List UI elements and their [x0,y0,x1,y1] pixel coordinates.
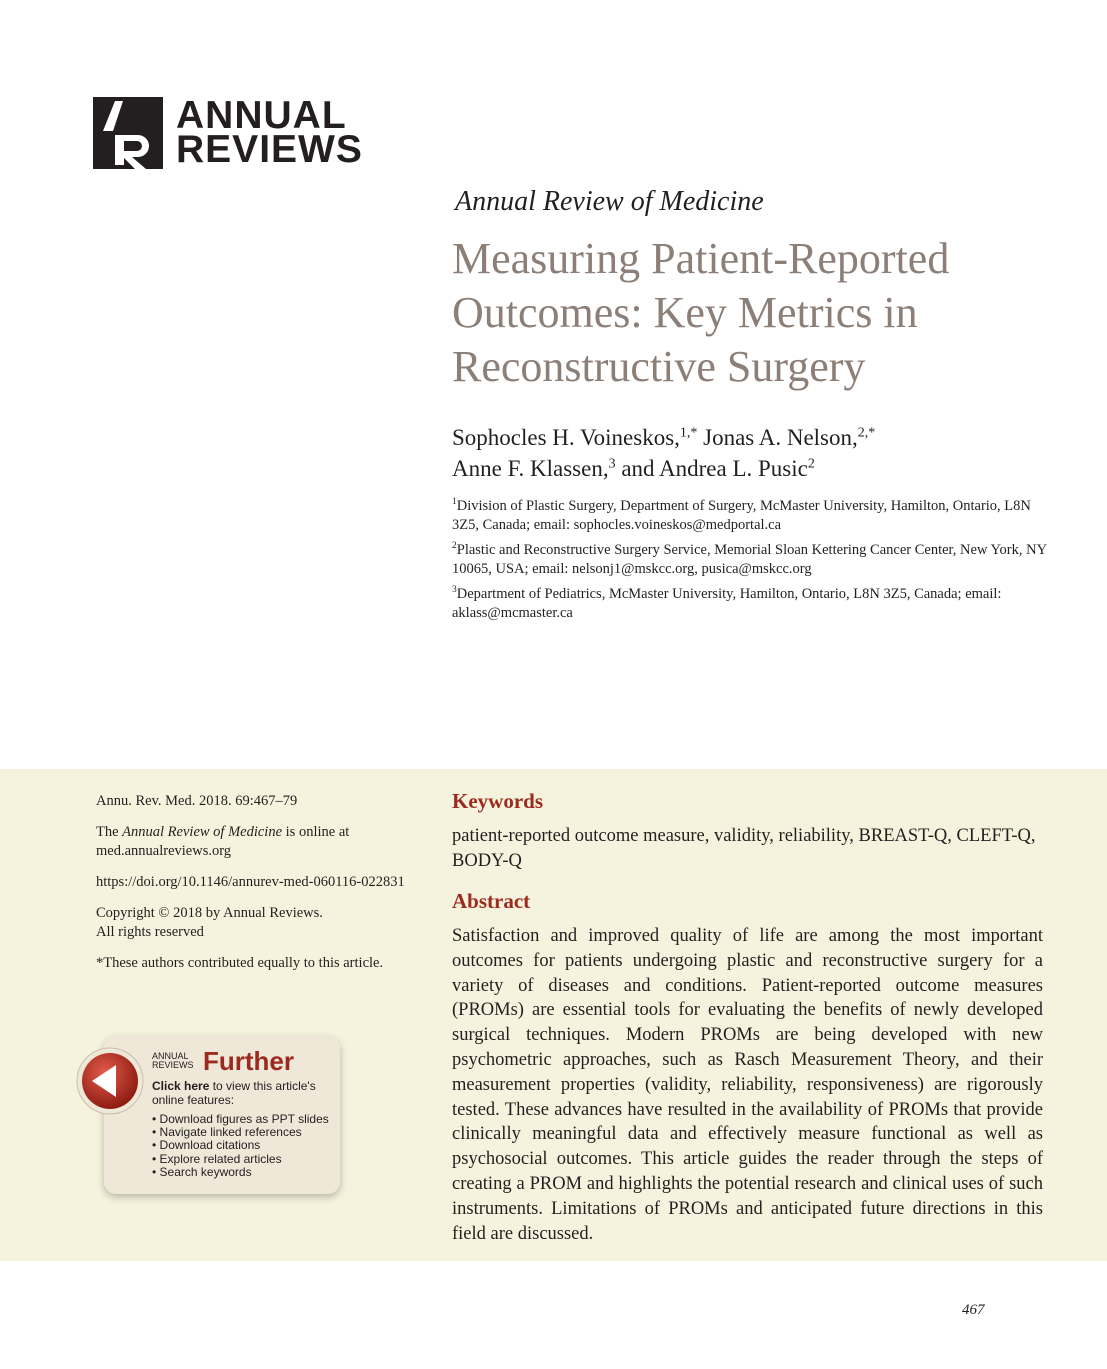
affiliation-item [452,585,1052,623]
further-feature-item: • Explore related articles [152,1153,329,1166]
logo-wordmark [176,94,363,171]
further-feature-item: • Download figures as PPT slides [152,1113,329,1126]
author-name: Jonas A. Nelson, [697,425,858,450]
copyright-line-2: All rights reserved [96,924,204,940]
further-intro-rest: to view this article's online features: [152,1079,316,1107]
further-brand [152,1052,194,1070]
logo-line-1: ANNUAL [176,94,347,137]
annual-reviews-logo [93,94,363,171]
copyright-line-1: Copyright © 2018 by Annual Reviews. [96,905,323,921]
further-feature-item: • Search keywords [152,1166,329,1179]
affiliation-num: 1 [452,497,457,508]
further-intro [152,1080,332,1107]
author-name: and Andrea L. Pusic [615,456,808,481]
equal-contribution-note: *These authors contributed equally to this article. [96,955,384,971]
online-journal: Annual Review of Medicine [122,824,283,840]
annual-reviews-logo-mark-icon [93,97,163,169]
affiliations [452,497,1052,629]
doi-link[interactable]: https://doi.org/10.1146/annurev-med-060116-022831 [96,874,405,890]
abstract-heading: Abstract [452,889,531,913]
affiliation-item [452,497,1052,535]
affiliation-item [452,541,1052,579]
affiliation-text: Plastic and Reconstructive Surgery Service, Memorial Sloan Kettering Cancer Center, New York, NY 10065, USA; email: nelsonj1@mskcc.org, pusica@mskcc.org [452,542,1047,577]
further-click-here-link[interactable]: Click here [152,1079,210,1093]
journal-name: Annual Review of Medicine [455,186,764,217]
author-sup: 3 [608,456,616,472]
further-feature-item: • Navigate linked references [152,1126,329,1139]
affiliation-num: 2 [452,541,457,552]
abstract-text: Satisfaction and improved quality of life are among the most important outcomes for patients undergoing plastic and reconstructive surgery for a variety of diseases and conditions. Patient-reported outcome measures (PROMs) are essential tools for evaluating the benefits of newly developed surgical techniques. Modern PROMs are being developed with new psychometric approaches, such as Rasch Measurement Theory, and their measurement properties (validity, reliability, responsiveness) are rigorously tested. These advances have resulted in the availability of PROMs that provide clinically meaningful data and effectively measure functional as well as psychosocial outcomes. This article guides the reader through the steps of creating a PROM and highlights the potential research and clinical uses of such instruments. Limitations of PROMs and anticipated future directions in this field are discussed. [452,926,1043,1244]
further-brand-line-2: REVIEWS [152,1060,194,1070]
further-word: Further [203,1046,294,1076]
further-feature-list [152,1113,329,1179]
author-list [452,422,1072,484]
copyright [96,904,414,942]
author-sup: 2,* [857,425,876,441]
article-sidebar [96,792,414,985]
author-name: Anne F. Klassen, [452,456,609,481]
online-pre: The [96,824,123,840]
author-name: Sophocles H. Voineskos, [452,425,680,450]
citation: Annu. Rev. Med. 2018. 69:467–79 [96,793,298,809]
affiliation-text: Division of Plastic Surgery, Department of Surgery, McMaster University, Hamilton, Ontario, L8N 3Z5, Canada; email: sophocles.voineskos@medportal.ca [452,498,1031,533]
logo-line-2: REVIEWS [176,128,363,171]
further-feature-item: • Download citations [152,1139,329,1152]
author-sup: 1,* [679,425,698,441]
author-sup: 2 [807,456,815,472]
page-number: 467 [962,1302,985,1318]
article-title: Measuring Patient-Reported Outcomes: Key Metrics in Reconstructive Surgery [452,234,950,391]
affiliation-text: Department of Pediatrics, McMaster University, Hamilton, Ontario, L8N 3Z5, Canada; email: aklass@mcmaster.ca [452,586,1002,621]
keywords-heading: Keywords [452,789,543,813]
online-note [96,823,414,861]
online-post: is online at med.annualreviews.org [96,824,350,859]
affiliation-num: 3 [452,585,457,596]
further-brand-line-1: ANNUAL [152,1051,189,1061]
further-play-button-icon[interactable] [76,1047,144,1115]
keywords-text: patient-reported outcome measure, validity, reliability, BREAST-Q, CLEFT-Q, BODY-Q [452,826,1036,871]
